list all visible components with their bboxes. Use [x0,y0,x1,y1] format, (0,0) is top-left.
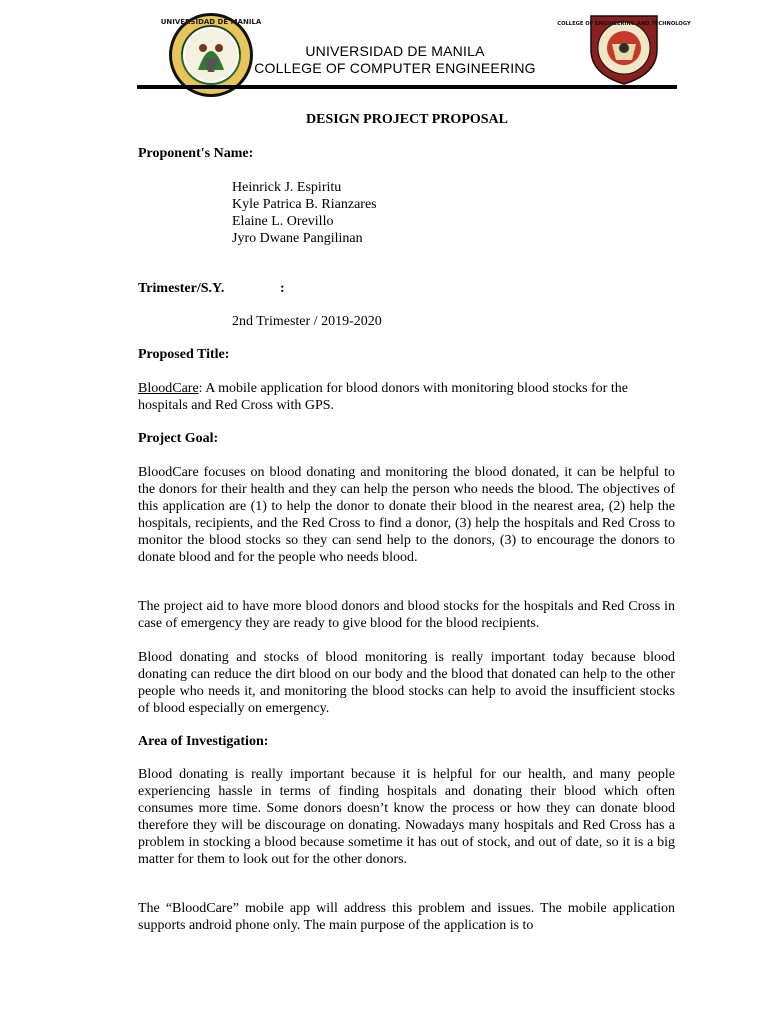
proponents-label: Proponent's Name: [138,146,254,161]
area-paragraph-2: The “BloodCare” mobile app will address this problem and issues. The mobile application supports android phone only. The main purpose of the application is to [138,901,675,933]
goal-paragraph-2: The project aid to have more blood donors and blood stocks for the hospitals and Red Cross in case of emergency they are ready to give blood for the blood recipients. [138,599,675,631]
college-of-engineering-seal-logo [557,8,691,86]
right-logo-text: COLLEGE OF ENGINEERING AND TECHNOLOGY [557,21,691,27]
goal-paragraph-1: BloodCare focuses on blood donating and monitoring the blood donated, it can be helpful to the donors for their health and they can help the person who needs the blood. The objectives of this application are (1) to help the donor to donate their blood in the nearest area, (2) help the hospitals, recipients, and the Red Cross to find a donor, (3) help the hospitals and Red Cross to monitor the blood stocks so they can send help to the donors, (3) to encourage the donors to donate blood and for the people who needs blood. [138,465,675,565]
left-logo-text: UNIVERSIDAD DE MANILA [160,18,262,26]
trimester-value: 2nd Trimester / 2019-2020 [232,314,382,329]
proposed-title-name: BloodCare [138,381,199,396]
proponent-name: Kyle Patrica B. Rianzares [232,197,377,212]
college-name: COLLEGE OF COMPUTER ENGINEERING [254,60,536,76]
proponent-name: Elaine L. Orevillo [232,214,334,229]
header-divider [137,85,677,89]
document-title: DESIGN PROJECT PROPOSAL [306,112,508,127]
area-of-investigation-label: Area of Investigation: [138,734,269,749]
proposed-title-rest: : A mobile application for blood donors with monitoring blood stocks for the hospitals and Red Cross with GPS. [138,381,628,413]
trimester-colon: : [280,281,285,296]
proposed-title-text [138,380,675,414]
goal-paragraph-3: Blood donating and stocks of blood monitoring is really important today because blood donating can reduce the dirt blood on our body and the blood that donated can help to the other people who needs it, and monitoring the blood stocks can help to avoid the insufficient stocks of blood especially on emergency. [138,650,675,716]
project-goal-label: Project Goal: [138,431,219,446]
proponent-name: Heinrick J. Espiritu [232,180,342,195]
proposed-title-label: Proposed Title: [138,347,230,362]
trimester-label: Trimester/S.Y. [138,281,225,296]
area-paragraph-1: Blood donating is really important because it is helpful for our health, and many people experiencing hassle in terms of finding hospitals and donating their blood which often consumes more time. Some donors doesn’t know the process or how they can donate blood therefore they will be discourage on donating. Nowadays many hospitals and Red Cross has a problem in stocking a blood because sometime it has out of stock, and out of date, so it is a big matter for them to look out for the other donors. [138,767,675,867]
proponent-name: Jyro Dwane Pangilinan [232,231,363,246]
university-name: UNIVERSIDAD DE MANILA [305,43,485,59]
